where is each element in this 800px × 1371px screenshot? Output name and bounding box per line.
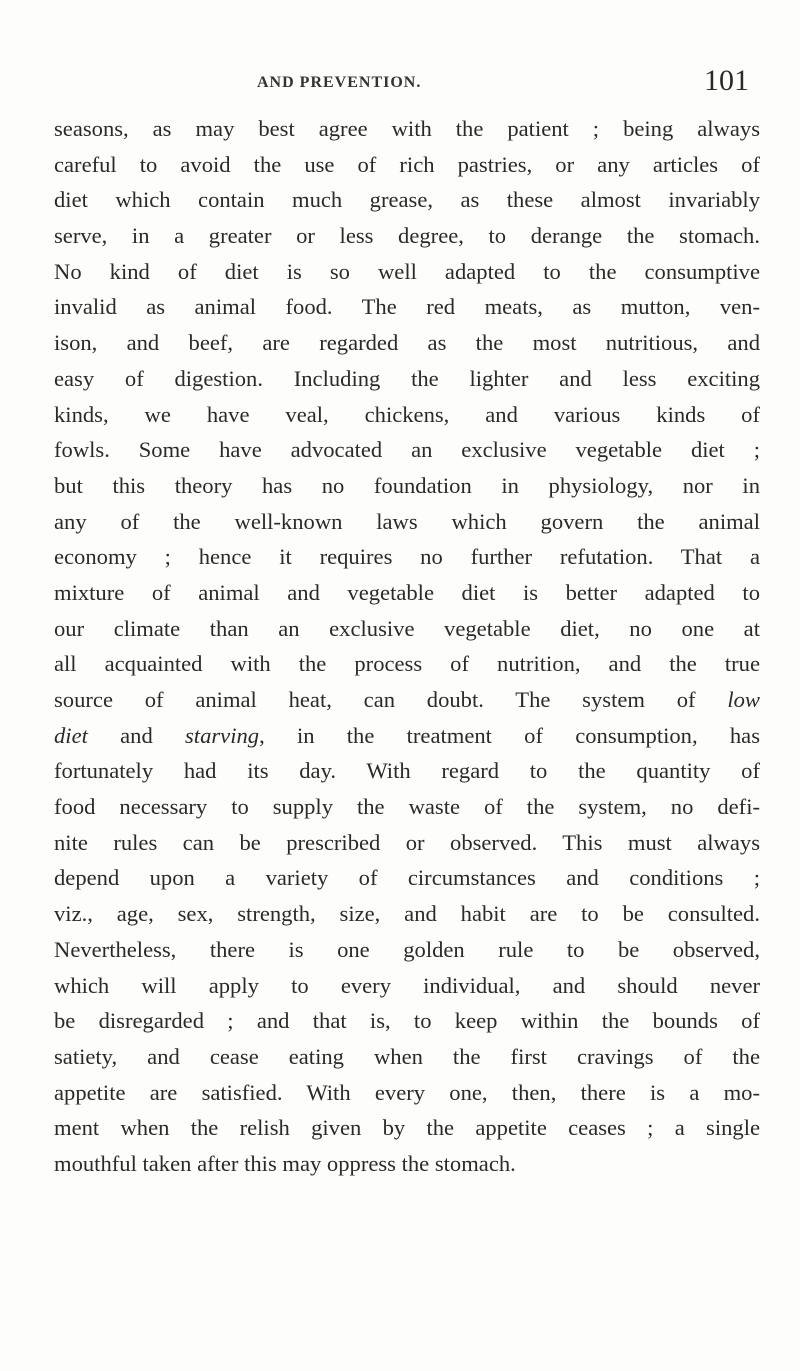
text-segment-and: and xyxy=(87,722,185,748)
text-line: food necessary to supply the waste of the system, no defi- xyxy=(54,794,760,820)
text-line: invalid as animal food. The red meats, as mutton, ven- xyxy=(54,294,760,320)
text-line-with-italic xyxy=(54,682,760,718)
running-head: AND PREVENTION. xyxy=(257,74,422,91)
text-line: fowls. Some have advocated an exclusive vegetable diet ; xyxy=(54,437,760,463)
text-line: diet which contain much grease, as these almost invariably xyxy=(54,187,760,213)
text-line: kinds, we have veal, chickens, and various kinds of xyxy=(54,401,760,427)
text-line: ison, and beef, are regarded as the most nutritious, and xyxy=(54,330,760,356)
text-line: careful to avoid the use of rich pastries, or any articles of xyxy=(54,151,760,177)
text-line: economy ; hence it requires no further refutation. That a xyxy=(54,544,760,570)
text-line: but this theory has no foundation in physiology, nor in xyxy=(54,472,760,498)
text-line: Nevertheless, there is one golden rule to be observed, xyxy=(54,936,760,962)
text-line-with-italic xyxy=(54,718,760,754)
italic-low: low xyxy=(727,687,760,712)
text-segment-tail: , in the treatment of consumption, xyxy=(259,722,698,748)
text-line: depend upon a variety of circumstances and conditions ; xyxy=(54,865,760,891)
text-line: No kind of diet is so well adapted to the consumptive xyxy=(54,258,760,284)
text-line: mixture of animal and vegetable diet is better adapted to xyxy=(54,579,760,605)
text-line: all acquainted with the process of nutrition, and the true xyxy=(54,651,760,677)
text-line: which will apply to every individual, and should never xyxy=(54,972,760,998)
text-line: be disregarded ; and that is, to keep within the bounds of xyxy=(54,1008,760,1034)
body-text xyxy=(54,111,760,1182)
text-line: satiety, and cease eating when the first cravings of the xyxy=(54,1043,760,1069)
text-segment-has: has xyxy=(729,722,760,748)
text-line: our climate than an exclusive vegetable diet, no one at xyxy=(54,615,760,641)
italic-starving: starving xyxy=(185,722,260,748)
text-line: viz., age, sex, strength, size, and habit are to be consulted. xyxy=(54,901,760,927)
text-line: seasons, as may best agree with the patient ; being always xyxy=(54,116,760,141)
text-line: fortunately had its day. With regard to the quantity of xyxy=(54,758,760,784)
page-number: 101 xyxy=(704,64,749,97)
text-segment: source of animal heat, can doubt. The system of xyxy=(54,687,696,712)
italic-diet: diet xyxy=(54,722,88,748)
text-line: ment when the relish given by the appetite ceases ; a single xyxy=(54,1115,760,1141)
text-line: nite rules can be prescribed or observed. This must always xyxy=(54,829,760,855)
text-line: easy of digestion. Including the lighter and less exciting xyxy=(54,365,760,391)
text-line-last: mouthful taken after this may oppress the stomach. xyxy=(54,1150,516,1176)
text-line: serve, in a greater or less degree, to derange the stomach. xyxy=(54,223,760,249)
text-line: any of the well-known laws which govern the animal xyxy=(54,508,760,534)
text-line: appetite are satisfied. With every one, then, there is a mo- xyxy=(54,1079,760,1105)
